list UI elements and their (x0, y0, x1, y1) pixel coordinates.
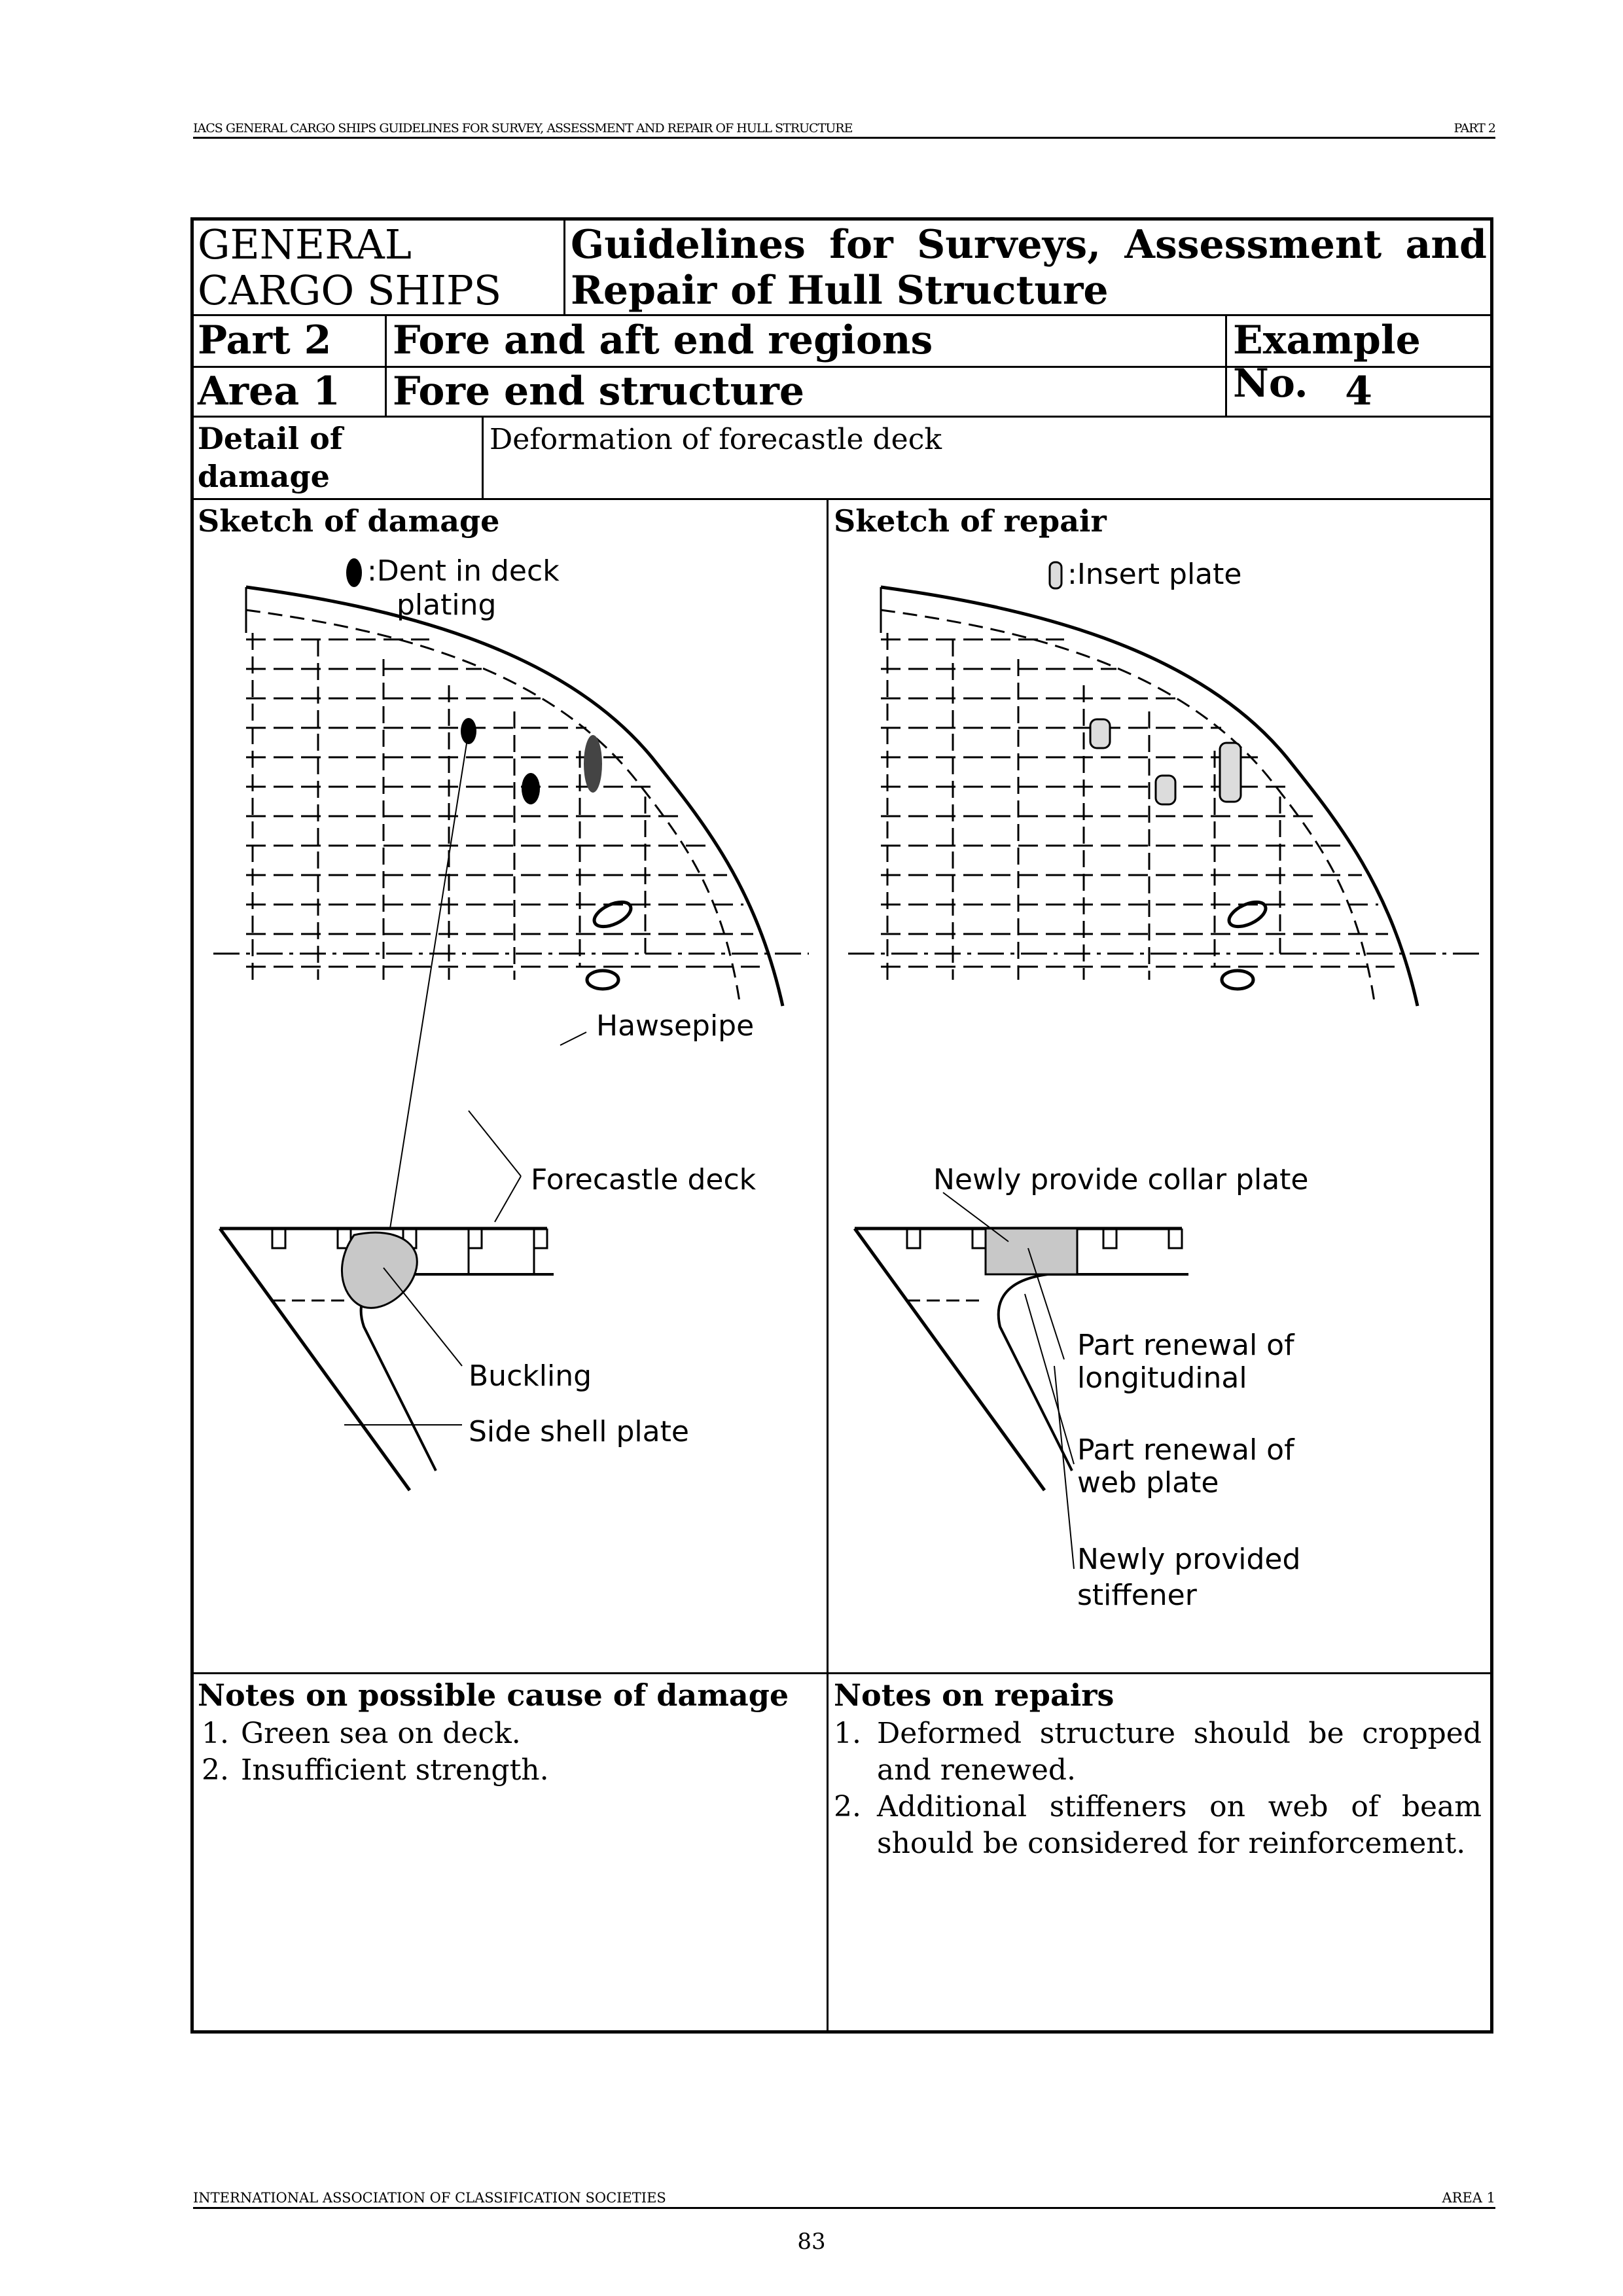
hawsepipe-shape (587, 971, 618, 989)
header-right-text: PART 2 (1454, 121, 1495, 135)
insert-plate-legend-marker (1050, 562, 1061, 588)
dent-mark (584, 735, 602, 793)
side-shell-label: Side shell plate (469, 1415, 689, 1448)
list-item (198, 1752, 819, 1789)
row-divider (194, 1672, 1490, 1674)
notes-repair-list (834, 1715, 1482, 1862)
footer-right-text: AREA 1 (1442, 2190, 1495, 2206)
list-item (834, 1715, 1482, 1789)
col-divider (1225, 314, 1227, 416)
title-word: for (829, 222, 893, 268)
list-item (834, 1789, 1482, 1862)
hawsepipe-shape (1222, 971, 1253, 989)
dent-mark (461, 718, 476, 744)
notes-cause-cell (198, 1675, 819, 1789)
web-renewal-label: web plate (1077, 1466, 1219, 1499)
notes-cause-list (198, 1715, 819, 1789)
insert-plate-legend-text: :Insert plate (1067, 558, 1242, 591)
forecastle-deck-label: Forecastle deck (531, 1163, 757, 1196)
hawsepipe-shape (590, 897, 634, 932)
page-number: 83 (797, 2229, 826, 2255)
insert-plate (1090, 719, 1110, 748)
area-title: Fore end structure (393, 368, 805, 414)
document-title-line2: Repair of Hull Structure (571, 268, 1109, 314)
col-divider (482, 416, 484, 498)
example-label: Example No. (1233, 317, 1421, 406)
title-word: Assessment (1124, 222, 1382, 268)
ship-type-line2: CARGO SHIPS (198, 266, 502, 314)
list-number: 2. (202, 1753, 229, 1787)
list-text: Deformed structure should be cropped and renewed. (877, 1717, 1482, 1787)
detail-label-line2: damage (198, 459, 330, 494)
longitudinal-renewal-label: Part renewal of (1077, 1329, 1294, 1362)
dent-legend-text: plating (397, 588, 497, 622)
web-renewal-label: Part renewal of (1077, 1433, 1294, 1467)
collar-plate-label: Newly provide collar plate (933, 1163, 1309, 1196)
col-divider (385, 314, 387, 416)
row-divider (194, 498, 1490, 500)
longitudinal-renewal-label: longitudinal (1077, 1361, 1247, 1395)
insert-plate (1220, 743, 1241, 802)
list-text: Insufficient strength. (241, 1753, 549, 1787)
sketch-damage-label: Sketch of damage (198, 503, 500, 539)
part-title: Fore and aft end regions (393, 317, 933, 363)
row-divider (194, 416, 1490, 418)
repair-sketch (829, 548, 1486, 1660)
area-label: Area 1 (198, 368, 340, 414)
notes-repair-heading: Notes on repairs (834, 1677, 1115, 1713)
damage-sketch (194, 548, 825, 1660)
part-label: Part 2 (198, 317, 332, 363)
col-divider (563, 221, 565, 314)
document-title-cell (571, 222, 1487, 314)
list-number: 1. (834, 1717, 861, 1750)
dent-mark (522, 773, 540, 804)
hawsepipe-shape (1225, 897, 1269, 932)
damage-example-table (190, 217, 1493, 2034)
buckling-label: Buckling (469, 1359, 592, 1393)
sketch-repair-label: Sketch of repair (834, 503, 1107, 539)
row-divider (194, 314, 1490, 316)
ship-type-cell (198, 222, 558, 314)
insert-plate (1156, 776, 1175, 804)
detail-value: Deformation of forecastle deck (490, 423, 942, 456)
dent-legend-marker (346, 558, 362, 587)
title-word: and (1405, 222, 1487, 268)
list-number: 2. (834, 1790, 861, 1823)
footer-left-text: INTERNATIONAL ASSOCIATION OF CLASSIFICATION SOCIETIES (193, 2190, 666, 2206)
running-footer (193, 2190, 1495, 2209)
example-number: 4 (1345, 368, 1372, 414)
list-item (198, 1715, 819, 1752)
title-word: Surveys, (916, 222, 1101, 268)
running-header (193, 120, 1495, 139)
notes-repair-cell (834, 1675, 1482, 1862)
dent-legend-text: :Dent in deck (367, 554, 560, 588)
title-word: Guidelines (571, 222, 806, 268)
hawsepipe-label: Hawsepipe (596, 1009, 755, 1043)
new-stiffener-label: Newly provided (1077, 1543, 1301, 1576)
header-left-text: IACS GENERAL CARGO SHIPS GUIDELINES FOR SURVEY, ASSESSMENT AND REPAIR OF HULL STRUCTURE (193, 121, 853, 135)
notes-cause-heading: Notes on possible cause of damage (198, 1677, 789, 1713)
list-text: Additional stiffeners on web of beam should be considered for reinforcement. (877, 1790, 1482, 1860)
list-number: 1. (202, 1717, 229, 1750)
ship-type-line1: GENERAL (198, 221, 412, 268)
document-title-line1 (571, 222, 1487, 268)
list-text: Green sea on deck. (241, 1717, 521, 1750)
detail-label-line1: Detail of (198, 421, 343, 456)
new-stiffener-label: stiffener (1077, 1579, 1197, 1612)
detail-label (198, 420, 343, 495)
